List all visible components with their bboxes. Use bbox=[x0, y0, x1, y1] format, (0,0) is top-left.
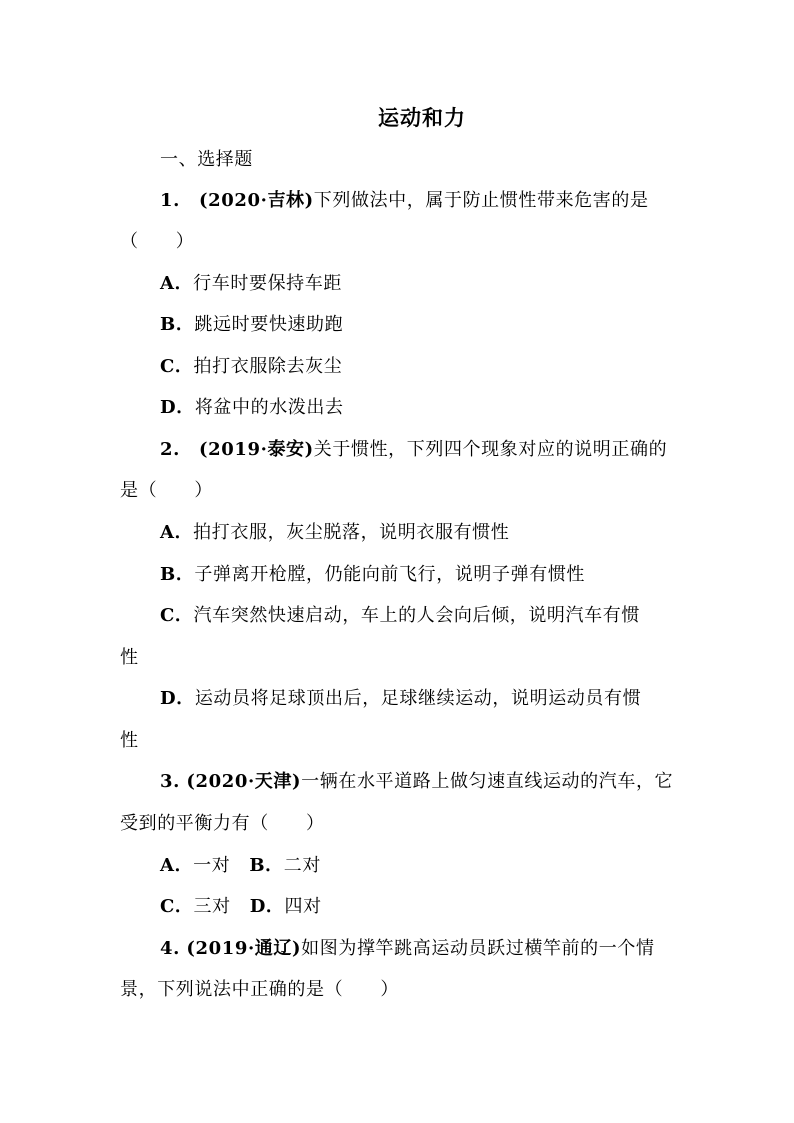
option-label: C． bbox=[160, 896, 194, 917]
question-2-option-a bbox=[160, 521, 509, 545]
question-2-option-c-continued: 性 bbox=[120, 647, 139, 668]
question-text: 关于惯性，下列四个现象对应的说明正确的 bbox=[313, 439, 668, 460]
option-label: C． bbox=[160, 605, 194, 626]
question-source: (2020·天津) bbox=[186, 771, 302, 792]
option-text: 拍打衣服，灰尘脱落，说明衣服有惯性 bbox=[193, 522, 510, 543]
question-number: 2. bbox=[160, 439, 180, 460]
option-label: C． bbox=[160, 356, 194, 377]
question-1-option-b bbox=[160, 313, 343, 337]
option-label: D． bbox=[160, 688, 195, 709]
question-4-stem bbox=[160, 937, 655, 961]
option-label: A． bbox=[160, 273, 194, 294]
question-2-stem bbox=[160, 438, 667, 462]
question-number: 3. bbox=[160, 771, 180, 792]
option-text: 一对 bbox=[193, 855, 231, 876]
option-label: B． bbox=[160, 314, 195, 335]
question-text: 如图为撑竿跳高运动员跃过横竿前的一个情 bbox=[301, 938, 655, 959]
question-1-stem bbox=[160, 189, 649, 213]
question-text: 下列做法中，属于防止惯性带来危害的是 bbox=[313, 190, 649, 211]
option-label: D． bbox=[160, 397, 195, 418]
question-number: 4. bbox=[160, 938, 180, 959]
page-title: 运动和力 bbox=[378, 106, 466, 130]
question-2-option-c bbox=[160, 604, 640, 628]
option-label: B． bbox=[249, 855, 284, 876]
question-source: (2019·泰安) bbox=[198, 439, 314, 460]
question-source: (2019·通辽) bbox=[186, 938, 302, 959]
option-text: 运动员将足球顶出后，足球继续运动，说明运动员有惯 bbox=[194, 688, 642, 709]
question-2-stem-continued: 是（ ） bbox=[120, 480, 213, 501]
question-2-option-b bbox=[160, 563, 585, 587]
option-text: 行车时要保持车距 bbox=[193, 273, 342, 294]
question-text: 一辆在水平道路上做匀速直线运动的汽车，它 bbox=[301, 771, 674, 792]
question-3-stem-continued: 受到的平衡力有（ ） bbox=[120, 813, 325, 834]
question-1-option-a bbox=[160, 272, 342, 296]
option-text: 子弹离开枪膛，仍能向前飞行，说明子弹有惯性 bbox=[194, 564, 586, 585]
option-text: 跳远时要快速助跑 bbox=[194, 314, 344, 335]
option-label: A． bbox=[160, 855, 194, 876]
question-2-option-d bbox=[160, 687, 641, 711]
option-text: 拍打衣服除去灰尘 bbox=[193, 356, 343, 377]
question-2-option-d-continued: 性 bbox=[120, 730, 139, 751]
section-heading: 一、选择题 bbox=[160, 149, 253, 170]
option-text: 汽车突然快速启动，车上的人会向后倾，说明汽车有惯 bbox=[193, 605, 640, 626]
option-label: A． bbox=[160, 522, 194, 543]
option-text: 将盆中的水泼出去 bbox=[194, 397, 344, 418]
option-text: 四对 bbox=[284, 896, 322, 917]
question-number: 1. bbox=[160, 190, 180, 211]
option-label: B． bbox=[160, 564, 195, 585]
question-3-options-row-2 bbox=[160, 895, 322, 919]
question-4-stem-continued: 景，下列说法中正确的是（ ） bbox=[120, 979, 399, 1000]
option-label: D． bbox=[249, 896, 285, 917]
option-text: 三对 bbox=[193, 896, 231, 917]
question-3-stem bbox=[160, 770, 673, 794]
question-1-stem-continued: （ ） bbox=[120, 231, 195, 252]
question-1-option-d bbox=[160, 396, 344, 420]
question-source: (2020·吉林) bbox=[198, 190, 314, 211]
option-text: 二对 bbox=[283, 855, 321, 876]
question-1-option-c bbox=[160, 355, 342, 379]
question-3-options-row-1 bbox=[160, 854, 321, 878]
